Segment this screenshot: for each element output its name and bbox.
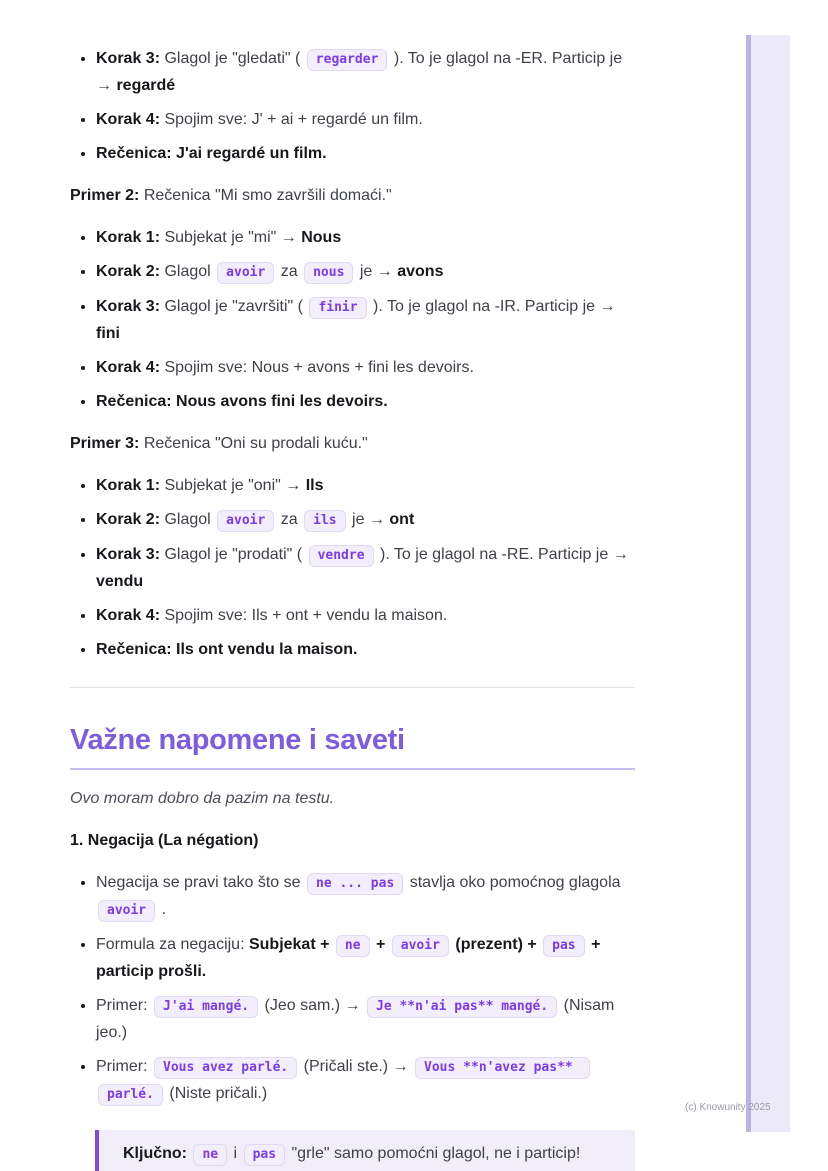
primer2-heading [70, 183, 635, 209]
text-segment: Rečenica "Oni su prodali kuću." [139, 435, 368, 452]
bold-text: (prezent) + [450, 936, 542, 953]
text-segment: Glagol je "završiti" ( [160, 298, 308, 315]
bold-text: Ils [305, 477, 324, 494]
list-item-korak3 [96, 542, 635, 595]
text-segment: Subjekat je "oni" → [160, 477, 306, 494]
inline-code-badge: ils [304, 510, 345, 532]
text-segment: za [276, 511, 303, 528]
list-item-korak3 [96, 294, 635, 347]
bold-text: fini [96, 325, 120, 342]
bold-text: Korak 3: [96, 546, 161, 563]
bold-text: Korak 3: [96, 50, 161, 67]
primer3-heading [70, 431, 635, 457]
inline-code-badge: avoir [217, 510, 274, 532]
inline-code-badge: regarder [307, 49, 388, 71]
key-callout [95, 1130, 635, 1171]
text-segment: je → [355, 263, 398, 280]
inline-code-badge: ne ... pas [307, 873, 403, 895]
list-item-korak1 [96, 473, 635, 499]
text-segment: Negacija se pravi tako što se [96, 874, 305, 891]
scrollbar-track[interactable] [746, 35, 790, 1132]
bold-text: ont [389, 511, 415, 528]
text-segment: . [157, 901, 167, 918]
list-item-korak2 [96, 507, 635, 534]
negation-list [70, 870, 635, 1108]
callout-text [123, 1141, 621, 1168]
list-item-negation-rule [96, 870, 635, 924]
bold-text: vendu [96, 573, 144, 590]
document-content [70, 30, 635, 1171]
list-item-recenica [96, 141, 635, 167]
bold-text: Korak 2: [96, 263, 161, 280]
bold-text: Korak 1: [96, 477, 161, 494]
bold-text: Rečenica: Nous avons fini les devoirs. [96, 393, 388, 410]
inline-code-badge: pas [244, 1144, 285, 1166]
text-segment: Glagol [160, 511, 216, 528]
steps-list-primer2 [70, 225, 635, 415]
list-item-negation-example1 [96, 993, 635, 1046]
inline-code-badge: finir [309, 297, 366, 319]
inline-code-badge: ne [193, 1144, 227, 1166]
bold-text: Korak 2: [96, 511, 161, 528]
list-item-korak4 [96, 107, 635, 133]
inline-code-badge: J'ai mangé. [154, 996, 258, 1018]
text-segment: ). To je glagol na -IR. Particip je → [368, 298, 616, 315]
bold-text: Primer 2: [70, 187, 140, 204]
text-segment: Glagol je "prodati" ( [160, 546, 307, 563]
bold-text: Korak 4: [96, 359, 161, 376]
text-segment: (Pričali ste.) → [299, 1058, 414, 1075]
text-segment: i [229, 1145, 242, 1162]
bold-text: Korak 1: [96, 229, 161, 246]
bold-text: + particip prošli. [96, 936, 601, 980]
text-segment: (Nisam jeo.) [96, 997, 615, 1041]
inline-code-badge: avoir [98, 900, 155, 922]
inline-code-badge: avoir [392, 935, 449, 957]
list-item-korak1 [96, 225, 635, 251]
inline-code-badge: Vous **n'avez pas** parlé. [98, 1057, 590, 1106]
inline-code-badge: vendre [309, 545, 374, 567]
text-segment: (Jeo sam.) → [260, 997, 365, 1014]
section-divider [70, 687, 635, 688]
text-segment: za [276, 263, 303, 280]
inline-code-badge: Je **n'ai pas** mangé. [367, 996, 557, 1018]
list-item-korak4 [96, 603, 635, 629]
text-segment [187, 1145, 191, 1162]
bold-text: Korak 4: [96, 607, 161, 624]
bold-text: Nous [301, 229, 342, 246]
inline-code-badge: ne [336, 935, 370, 957]
subsection-heading-negacija: 1. Negacija (La négation) [70, 832, 259, 849]
list-item-korak3 [96, 46, 635, 99]
text-segment: stavlja oko pomoćnog glagola [405, 874, 621, 891]
bold-text: Korak 3: [96, 298, 161, 315]
text-segment: Spojim sve: Nous + avons + fini les devoirs. [160, 359, 474, 376]
inline-code-badge: nous [304, 262, 353, 284]
list-item-korak2 [96, 259, 635, 286]
bold-text: avons [397, 263, 444, 280]
list-item-recenica [96, 637, 635, 663]
text-segment: Spojim sve: Ils + ont + vendu la maison. [160, 607, 448, 624]
bold-text: regardé [116, 77, 176, 94]
inline-code-badge: avoir [217, 262, 274, 284]
text-segment: Formula za negaciju: [96, 936, 249, 953]
text-segment: ). To je glagol na -ER. Particip je → [96, 50, 623, 94]
steps-list-primer3 [70, 473, 635, 663]
bold-text: Korak 4: [96, 111, 161, 128]
bold-text: Primer 3: [70, 435, 140, 452]
text-segment: "grle" samo pomoćni glagol, ne i particip! [287, 1145, 581, 1162]
text-segment: Rečenica "Mi smo završili domaći." [139, 187, 392, 204]
inline-code-badge: Vous avez parlé. [154, 1057, 297, 1079]
list-item-recenica [96, 389, 635, 415]
text-segment: Subjekat je "mi" → [160, 229, 302, 246]
note-italic: Ovo moram dobro da pazim na testu. [70, 790, 335, 807]
inline-code-badge: pas [543, 935, 584, 957]
text-segment: je → [347, 511, 390, 528]
text-segment: ). To je glagol na -RE. Particip je → [375, 546, 629, 563]
text-segment: (Niste pričali.) [164, 1085, 268, 1102]
bold-text: Subjekat + [248, 936, 334, 953]
section-heading: Važne napomene i saveti [70, 722, 635, 770]
text-segment: Glagol [160, 263, 216, 280]
bold-text: Rečenica: Ils ont vendu la maison. [96, 641, 358, 658]
text-segment: Primer: [96, 1058, 152, 1075]
steps-list-primer1 [70, 46, 635, 167]
bold-text: Ključno: [123, 1145, 187, 1162]
list-item-korak4 [96, 355, 635, 381]
bold-text: Rečenica: J'ai regardé un film. [96, 145, 327, 162]
text-segment: Primer: [96, 997, 152, 1014]
list-item-negation-example2 [96, 1054, 635, 1108]
text-segment: Glagol je "gledati" ( [160, 50, 305, 67]
bold-text: + [371, 936, 390, 953]
text-segment: Spojim sve: J' + ai + regardé un film. [160, 111, 423, 128]
watermark: (c) Knowunity 2025 [685, 1102, 771, 1113]
list-item-negation-formula [96, 932, 635, 985]
